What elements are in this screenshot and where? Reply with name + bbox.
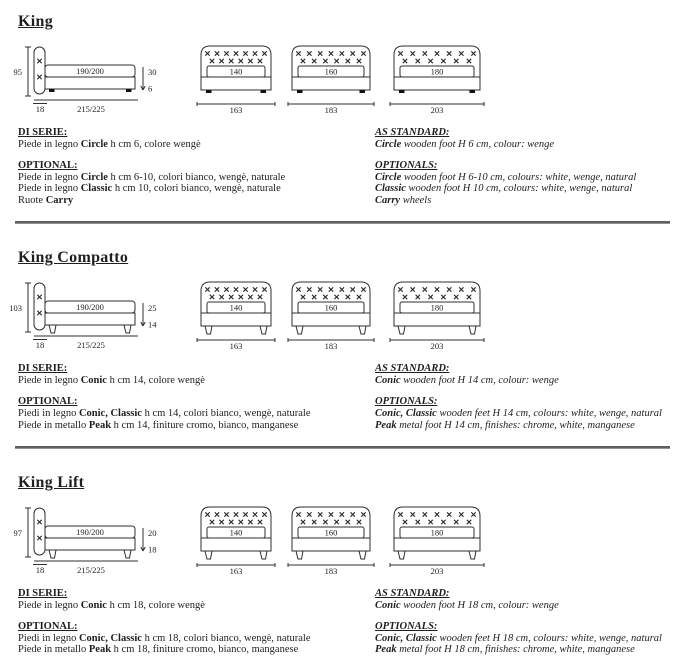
total-height-label: 95: [13, 67, 22, 77]
mattress-width-label: 140: [229, 66, 243, 77]
spec-line: Peak metal foot H 14 cm, finishes: chrome, white, manganese: [375, 419, 635, 431]
total-width-label: 183: [324, 105, 338, 115]
spec-line: Piedi in legno Conic, Classic h cm 18, colori bianco, wengè, naturale: [18, 632, 311, 644]
standard-heading-en: AS STANDARD:: [375, 363, 450, 375]
page-title: King: [18, 13, 53, 30]
foot-height-label: 18: [148, 544, 157, 555]
total-width-label: 183: [324, 566, 338, 577]
mattress-width-label: 140: [229, 302, 243, 313]
optional-block-it: [18, 396, 375, 431]
bed-front-view-drawing: [389, 505, 485, 576]
front-view-svg: [196, 44, 276, 115]
foot-height-label: 14: [148, 319, 157, 330]
spec-line: Piede in metallo Peak h cm 14, finiture cromo, bianco, manganese: [18, 419, 299, 431]
mattress-width-label: 180: [430, 302, 444, 313]
total-width-label: 163: [229, 341, 243, 352]
frame-height-label: 30: [148, 67, 157, 77]
front-view-svg: [287, 505, 375, 576]
total-length-label: 215/225: [77, 565, 105, 576]
mattress-width-label: 180: [430, 527, 444, 538]
standard-block-en: [375, 127, 683, 151]
front-view-svg: [389, 505, 485, 576]
total-length-label: 215/225: [77, 104, 105, 114]
standard-block-it: [18, 588, 375, 612]
bed-front-view-drawing: [196, 505, 276, 576]
spec-line: Conic, Classic wooden feet H 18 cm, colours: white, wenge, natural: [375, 632, 662, 644]
specs-english: [375, 127, 683, 206]
section-title: King Lift: [18, 474, 85, 492]
bed-front-view-drawing: [287, 44, 375, 115]
bed-front-view-drawing: [389, 44, 485, 115]
optional-block-it: [18, 160, 375, 207]
mattress-width-label: 140: [229, 527, 243, 538]
specs-english: [375, 363, 683, 431]
product-section-king: [0, 13, 683, 206]
optional-block-en: [375, 160, 683, 207]
bed-side-view-drawing: [6, 280, 178, 350]
specs-italian: [18, 363, 375, 431]
bed-side-view-drawing: [6, 44, 178, 114]
standard-block-it: [18, 127, 375, 151]
spec-line: Classic wooden foot H 10 cm, colours: white, wenge, natural: [375, 183, 633, 195]
front-view-svg: [287, 280, 375, 351]
standard-block-it: [18, 363, 375, 387]
spec-line: Circle wooden foot H 6-10 cm, colours: white, wenge, natural: [375, 171, 637, 183]
bed-front-view-drawing: [196, 280, 276, 351]
spec-line: Piedi in legno Conic, Classic h cm 14, colori bianco, wengè, naturale: [18, 407, 311, 419]
specs-english: [375, 588, 683, 656]
side-view-svg: [6, 44, 178, 114]
spec-line: Peak metal foot H 18 cm, finishes: chrome, white, manganese: [375, 644, 635, 656]
total-width-label: 163: [229, 566, 243, 577]
product-section-king-compatto: [0, 249, 683, 431]
spec-line: Piede in legno Circle h cm 6, colore wengè: [18, 139, 201, 150]
spec-text-row: [18, 363, 683, 431]
mattress-width-label: 160: [324, 302, 338, 313]
frame-height-label: 25: [148, 303, 157, 314]
total-width-label: 203: [430, 105, 444, 115]
standard-heading-it: DI SERIE:: [18, 363, 68, 375]
spec-line: Ruote Carry: [18, 194, 74, 206]
bed-front-view-drawing: [196, 44, 276, 115]
total-height-label: 97: [13, 528, 22, 539]
optional-heading-it: OPTIONAL:: [18, 395, 78, 407]
standard-heading-it: DI SERIE:: [18, 588, 68, 600]
total-length-label: 215/225: [77, 340, 105, 351]
optional-heading-en: OPTIONALS:: [375, 620, 438, 632]
total-width-label: 203: [430, 566, 444, 577]
foot-height-label: 6: [148, 83, 153, 94]
spec-line: Circle wooden foot H 6 cm, colour: wenge: [375, 139, 555, 150]
standard-heading-en: AS STANDARD:: [375, 127, 450, 138]
diagram-row: [6, 505, 683, 579]
frame-height-label: 20: [148, 528, 157, 539]
spec-line: Piede in legno Classic h cm 10, colori bianco, wengè, naturale: [18, 183, 281, 195]
mattress-length-label: 190/200: [76, 527, 104, 538]
bed-front-view-drawing: [287, 280, 375, 351]
total-width-label: 183: [324, 341, 338, 352]
spec-line: Conic, Classic wooden feet H 14 cm, colours: white, wenge, natural: [375, 407, 662, 419]
optional-block-en: [375, 621, 683, 656]
total-width-label: 163: [229, 105, 243, 115]
standard-block-en: [375, 588, 683, 612]
side-view-svg: [6, 280, 178, 350]
spec-line: Piede in legno Circle h cm 6-10, colori bianco, wengè, naturale: [18, 171, 286, 183]
bed-front-view-drawing: [389, 280, 485, 351]
optional-heading-it: OPTIONAL:: [18, 159, 78, 171]
mattress-width-label: 160: [324, 66, 338, 77]
mattress-length-label: 190/200: [76, 302, 104, 313]
total-width-label: 203: [430, 341, 444, 352]
spec-line: Piede in legno Conic h cm 18, colore wengè: [18, 600, 205, 612]
front-view-svg: [196, 280, 276, 351]
section-title: King Compatto: [18, 249, 129, 267]
headboard-depth-label: 18: [35, 104, 45, 114]
optional-heading-en: OPTIONALS:: [375, 395, 438, 407]
optional-block-en: [375, 396, 683, 431]
section-divider: [15, 221, 670, 224]
side-view-svg: [6, 505, 178, 575]
front-view-svg: [287, 44, 375, 115]
product-section-king-lift: [0, 474, 683, 656]
spec-text-row: [18, 127, 683, 206]
optional-heading-en: OPTIONALS:: [375, 159, 438, 171]
standard-block-en: [375, 363, 683, 387]
optional-heading-it: OPTIONAL:: [18, 620, 78, 632]
spec-line: Conic wooden foot H 18 cm, colour: wenge: [375, 600, 559, 612]
headboard-depth-label: 18: [35, 340, 45, 351]
diagram-row: [6, 280, 683, 354]
diagram-row: [6, 44, 683, 118]
spec-text-row: [18, 588, 683, 656]
bed-front-view-drawing: [287, 505, 375, 576]
spec-line: Piede in legno Conic h cm 14, colore wengè: [18, 375, 205, 387]
specs-italian: [18, 127, 375, 206]
total-height-label: 103: [9, 303, 22, 314]
section-divider: [15, 446, 670, 449]
specs-italian: [18, 588, 375, 656]
standard-heading-it: DI SERIE:: [18, 127, 68, 138]
spec-line: Piede in metallo Peak h cm 18, finiture cromo, bianco, manganese: [18, 644, 299, 656]
spec-line: Conic wooden foot H 14 cm, colour: wenge: [375, 375, 559, 387]
standard-heading-en: AS STANDARD:: [375, 588, 450, 600]
front-view-svg: [389, 44, 485, 115]
front-view-svg: [196, 505, 276, 576]
headboard-depth-label: 18: [35, 565, 45, 576]
bed-side-view-drawing: [6, 505, 178, 575]
front-view-svg: [389, 280, 485, 351]
mattress-length-label: 190/200: [76, 66, 104, 76]
mattress-width-label: 180: [430, 66, 444, 77]
optional-block-it: [18, 621, 375, 656]
spec-line: Carry wheels: [375, 194, 432, 206]
mattress-width-label: 160: [324, 527, 338, 538]
